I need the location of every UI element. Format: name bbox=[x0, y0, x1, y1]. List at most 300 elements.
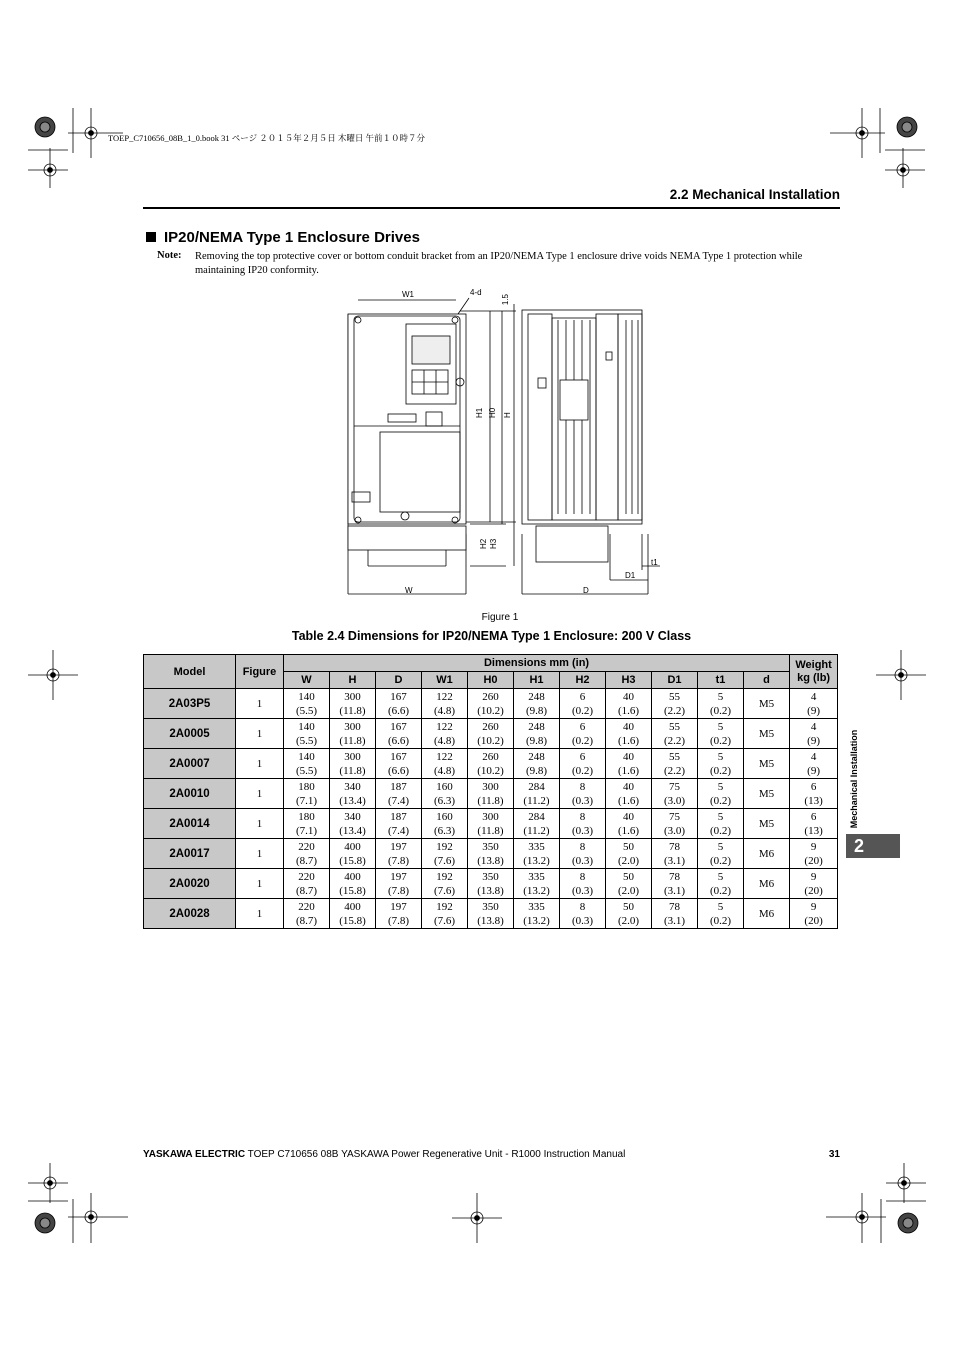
dimension-in: (0.2) bbox=[571, 704, 594, 717]
dimension-in: (0.2) bbox=[709, 824, 732, 837]
label-h0: H0 bbox=[488, 407, 497, 418]
weight-cell bbox=[790, 689, 838, 719]
weight-kg: 9 bbox=[810, 840, 817, 853]
dimension-in: (5.5) bbox=[295, 734, 318, 747]
registration-mark-bottom-center bbox=[452, 1193, 502, 1243]
dimension-mm: 55 bbox=[669, 720, 680, 733]
dimension-mm: 50 bbox=[623, 870, 634, 883]
dimension-cell bbox=[514, 749, 560, 779]
dimension-cell bbox=[606, 719, 652, 749]
bolt-size-cell: M5 bbox=[744, 689, 790, 719]
subsection-heading bbox=[146, 229, 420, 246]
dimension-in: (7.6) bbox=[433, 914, 456, 927]
dimension-in: (15.8) bbox=[339, 854, 366, 867]
dimension-in: (13.8) bbox=[477, 884, 504, 897]
dimension-cell bbox=[652, 689, 698, 719]
dimension-mm: 160 bbox=[436, 780, 453, 793]
dimension-mm: 5 bbox=[717, 750, 724, 763]
dimension-cell bbox=[468, 839, 514, 869]
table-row bbox=[144, 779, 838, 809]
dimension-mm: 6 bbox=[579, 720, 586, 733]
square-bullet-icon bbox=[146, 232, 156, 242]
dimension-in: (0.2) bbox=[709, 764, 732, 777]
dimension-cell bbox=[606, 809, 652, 839]
dimension-cell bbox=[284, 779, 330, 809]
dimension-in: (7.4) bbox=[387, 824, 410, 837]
dimension-mm: 248 bbox=[528, 750, 545, 763]
dimension-cell bbox=[468, 719, 514, 749]
dimension-in: (4.8) bbox=[433, 764, 456, 777]
dimension-mm: 192 bbox=[436, 870, 453, 883]
registration-mark-top-left bbox=[28, 108, 123, 188]
header-col-h1: H1 bbox=[514, 672, 560, 689]
dimension-in: (0.2) bbox=[709, 884, 732, 897]
dimension-cell bbox=[560, 719, 606, 749]
dimension-cell bbox=[468, 749, 514, 779]
dimension-cell bbox=[284, 719, 330, 749]
weight-cell bbox=[790, 719, 838, 749]
dimension-cell bbox=[560, 779, 606, 809]
dimension-in: (2.2) bbox=[663, 734, 686, 747]
header-col-h3: H3 bbox=[606, 672, 652, 689]
dimension-mm: 197 bbox=[390, 840, 407, 853]
weight-cell bbox=[790, 869, 838, 899]
registration-mark-bottom-left bbox=[28, 1163, 128, 1243]
weight-kg: 9 bbox=[810, 900, 817, 913]
dimension-mm: 284 bbox=[528, 780, 545, 793]
label-h3: H3 bbox=[489, 538, 498, 549]
weight-cell bbox=[790, 809, 838, 839]
dimension-in: (6.6) bbox=[387, 734, 410, 747]
dimension-in: (4.8) bbox=[433, 704, 456, 717]
dimension-mm: 8 bbox=[579, 840, 586, 853]
dimension-cell bbox=[468, 899, 514, 929]
dimension-in: (8.7) bbox=[295, 854, 318, 867]
dimension-in: (4.8) bbox=[433, 734, 456, 747]
dimension-cell bbox=[330, 839, 376, 869]
dimension-cell bbox=[698, 779, 744, 809]
dimension-cell bbox=[422, 839, 468, 869]
dimension-mm: 78 bbox=[669, 840, 680, 853]
dimension-cell bbox=[284, 689, 330, 719]
dimension-mm: 300 bbox=[344, 690, 361, 703]
dimension-cell bbox=[422, 719, 468, 749]
weight-kg: 4 bbox=[810, 690, 817, 703]
dimension-in: (3.1) bbox=[663, 914, 686, 927]
dimension-in: (1.6) bbox=[617, 794, 640, 807]
dimension-cell bbox=[468, 779, 514, 809]
dimension-mm: 75 bbox=[669, 780, 680, 793]
figure-cell: 1 bbox=[236, 749, 284, 779]
dimension-mm: 197 bbox=[390, 870, 407, 883]
label-1-5: 1.5 bbox=[501, 294, 510, 306]
dimension-in: (11.8) bbox=[339, 704, 366, 717]
chapter-tab: 2 bbox=[846, 834, 900, 858]
dimension-in: (13.8) bbox=[477, 914, 504, 927]
model-cell: 2A0028 bbox=[144, 899, 236, 929]
dimension-cell bbox=[514, 869, 560, 899]
header-col-d: D bbox=[376, 672, 422, 689]
dimension-in: (11.8) bbox=[477, 794, 504, 807]
dimension-mm: 180 bbox=[298, 810, 315, 823]
dimension-mm: 40 bbox=[623, 780, 634, 793]
registration-mark-bottom-right bbox=[826, 1163, 926, 1243]
weight-kg: 4 bbox=[810, 750, 817, 763]
dimension-mm: 335 bbox=[528, 840, 545, 853]
dimension-in: (7.6) bbox=[433, 884, 456, 897]
dimension-in: (2.0) bbox=[617, 884, 640, 897]
dimension-in: (0.2) bbox=[571, 764, 594, 777]
print-job-note: TOEP_C710656_08B_1_0.book 31 ページ ２０１５年２月５日 木曜日 午前１０時７分 bbox=[108, 133, 426, 143]
dimension-cell bbox=[514, 689, 560, 719]
dimension-mm: 192 bbox=[436, 840, 453, 853]
weight-lb: (13) bbox=[804, 794, 823, 807]
dimension-mm: 167 bbox=[390, 750, 407, 763]
header-weight: Weight kg (lb) bbox=[790, 655, 838, 689]
dimension-in: (1.6) bbox=[617, 734, 640, 747]
dimension-in: (2.2) bbox=[663, 704, 686, 717]
dimension-in: (11.8) bbox=[339, 734, 366, 747]
label-h1: H1 bbox=[475, 407, 484, 418]
dimension-in: (0.3) bbox=[571, 824, 594, 837]
weight-lb: (9) bbox=[807, 704, 820, 717]
dimension-in: (15.8) bbox=[339, 914, 366, 927]
weight-kg: 9 bbox=[810, 870, 817, 883]
weight-lb: (13) bbox=[804, 824, 823, 837]
dimension-cell bbox=[514, 779, 560, 809]
table-row bbox=[144, 719, 838, 749]
dimension-in: (2.2) bbox=[663, 764, 686, 777]
table-row bbox=[144, 809, 838, 839]
dimension-in: (9.8) bbox=[525, 764, 548, 777]
bolt-size-cell: M6 bbox=[744, 899, 790, 929]
dimension-mm: 55 bbox=[669, 690, 680, 703]
dimension-mm: 248 bbox=[528, 720, 545, 733]
dimension-cell bbox=[560, 899, 606, 929]
dimensions-table-body bbox=[144, 689, 838, 929]
dimension-in: (10.2) bbox=[477, 764, 504, 777]
dimension-mm: 6 bbox=[579, 690, 586, 703]
dimension-in: (0.2) bbox=[709, 704, 732, 717]
dimension-mm: 140 bbox=[298, 750, 315, 763]
dimension-cell bbox=[698, 869, 744, 899]
label-h: H bbox=[503, 412, 512, 418]
dimension-cell bbox=[652, 899, 698, 929]
dimension-cell bbox=[560, 869, 606, 899]
dimension-cell bbox=[376, 749, 422, 779]
dimension-in: (8.7) bbox=[295, 914, 318, 927]
dimension-in: (9.8) bbox=[525, 734, 548, 747]
table-row bbox=[144, 869, 838, 899]
dimension-mm: 78 bbox=[669, 870, 680, 883]
dimension-mm: 300 bbox=[344, 720, 361, 733]
weight-lb: (9) bbox=[807, 734, 820, 747]
dimension-mm: 260 bbox=[482, 750, 499, 763]
dimension-in: (10.2) bbox=[477, 704, 504, 717]
dimension-cell bbox=[284, 809, 330, 839]
dimension-mm: 335 bbox=[528, 870, 545, 883]
dimension-mm: 122 bbox=[436, 750, 453, 763]
dimension-cell bbox=[652, 779, 698, 809]
dimension-in: (2.0) bbox=[617, 914, 640, 927]
dimension-cell bbox=[376, 809, 422, 839]
dimension-in: (11.2) bbox=[523, 794, 550, 807]
dimension-in: (7.1) bbox=[295, 794, 318, 807]
weight-lb: (20) bbox=[804, 914, 823, 927]
dimension-in: (1.6) bbox=[617, 764, 640, 777]
subsection-heading-text: IP20/NEMA Type 1 Enclosure Drives bbox=[164, 229, 420, 246]
dimension-in: (7.8) bbox=[387, 914, 410, 927]
dimension-mm: 40 bbox=[623, 690, 634, 703]
weight-cell bbox=[790, 839, 838, 869]
dimension-in: (13.2) bbox=[523, 914, 550, 927]
dimension-in: (7.8) bbox=[387, 884, 410, 897]
dimension-in: (15.8) bbox=[339, 884, 366, 897]
dimension-cell bbox=[606, 689, 652, 719]
label-d: D bbox=[583, 586, 589, 595]
dimension-cell bbox=[652, 809, 698, 839]
dimension-in: (7.4) bbox=[387, 794, 410, 807]
model-cell: 2A0020 bbox=[144, 869, 236, 899]
dimension-in: (0.2) bbox=[709, 794, 732, 807]
table-row bbox=[144, 689, 838, 719]
dimension-in: (0.2) bbox=[709, 914, 732, 927]
dimension-mm: 5 bbox=[717, 720, 724, 733]
dimension-in: (7.1) bbox=[295, 824, 318, 837]
dimension-mm: 260 bbox=[482, 720, 499, 733]
model-cell: 2A0017 bbox=[144, 839, 236, 869]
dimension-cell bbox=[376, 839, 422, 869]
dimension-mm: 300 bbox=[482, 810, 499, 823]
weight-lb: (20) bbox=[804, 854, 823, 867]
dimension-mm: 180 bbox=[298, 780, 315, 793]
dimension-mm: 55 bbox=[669, 750, 680, 763]
figure-cell: 1 bbox=[236, 869, 284, 899]
dimension-cell bbox=[422, 899, 468, 929]
dimension-cell bbox=[422, 689, 468, 719]
bolt-size-cell: M5 bbox=[744, 749, 790, 779]
registration-mark-left-middle bbox=[28, 650, 78, 700]
dimension-mm: 400 bbox=[344, 900, 361, 913]
dimension-mm: 400 bbox=[344, 870, 361, 883]
footer-title bbox=[143, 1149, 625, 1160]
figure-cell: 1 bbox=[236, 839, 284, 869]
dimension-cell bbox=[422, 809, 468, 839]
dimension-mm: 160 bbox=[436, 810, 453, 823]
enclosure-dimension-drawing bbox=[330, 284, 670, 604]
dimension-mm: 167 bbox=[390, 720, 407, 733]
header-rule bbox=[143, 207, 840, 209]
note-text: Removing the top protective cover or bottom conduit bracket from an IP20/NEMA Type 1 enclosure drive voids NEMA Type 1 protection while maintaining IP20 conformity. bbox=[195, 251, 803, 276]
dimension-mm: 8 bbox=[579, 810, 586, 823]
dimension-in: (9.8) bbox=[525, 704, 548, 717]
table-row bbox=[144, 899, 838, 929]
bolt-size-cell: M6 bbox=[744, 839, 790, 869]
dimension-in: (3.1) bbox=[663, 854, 686, 867]
weight-lb: (20) bbox=[804, 884, 823, 897]
dimension-mm: 340 bbox=[344, 810, 361, 823]
header-col-w: W bbox=[284, 672, 330, 689]
model-cell: 2A0014 bbox=[144, 809, 236, 839]
note-label: Note: bbox=[157, 250, 182, 261]
dimension-cell bbox=[468, 869, 514, 899]
dimension-in: (0.3) bbox=[571, 884, 594, 897]
dimension-in: (3.1) bbox=[663, 884, 686, 897]
dimension-cell bbox=[422, 749, 468, 779]
dimension-mm: 40 bbox=[623, 810, 634, 823]
table-title: Table 2.4 Dimensions for IP20/NEMA Type 1 Enclosure: 200 V Class bbox=[291, 629, 692, 643]
dimension-mm: 5 bbox=[717, 900, 724, 913]
dimension-in: (0.3) bbox=[571, 914, 594, 927]
dimension-in: (13.8) bbox=[477, 854, 504, 867]
dimension-mm: 350 bbox=[482, 840, 499, 853]
dimension-mm: 197 bbox=[390, 900, 407, 913]
dimension-cell bbox=[468, 689, 514, 719]
dimension-mm: 335 bbox=[528, 900, 545, 913]
dimension-cell bbox=[376, 719, 422, 749]
model-cell: 2A03P5 bbox=[144, 689, 236, 719]
dimension-mm: 284 bbox=[528, 810, 545, 823]
dimension-cell bbox=[652, 839, 698, 869]
dimension-cell bbox=[284, 869, 330, 899]
dimension-mm: 400 bbox=[344, 840, 361, 853]
dimension-cell bbox=[284, 839, 330, 869]
header-dimensions: Dimensions mm (in) bbox=[284, 655, 790, 672]
bolt-size-cell: M6 bbox=[744, 869, 790, 899]
label-4d: 4-d bbox=[470, 288, 482, 297]
table-row bbox=[144, 839, 838, 869]
dimension-cell bbox=[514, 719, 560, 749]
dimension-mm: 122 bbox=[436, 720, 453, 733]
model-cell: 2A0007 bbox=[144, 749, 236, 779]
dimension-in: (3.0) bbox=[663, 794, 686, 807]
header-col-t1: t1 bbox=[698, 672, 744, 689]
weight-cell bbox=[790, 749, 838, 779]
dimension-in: (0.3) bbox=[571, 854, 594, 867]
weight-lb: (9) bbox=[807, 764, 820, 777]
dimension-mm: 220 bbox=[298, 870, 315, 883]
dimension-cell bbox=[514, 899, 560, 929]
dimension-mm: 8 bbox=[579, 900, 586, 913]
section-header: 2.2 Mechanical Installation bbox=[669, 187, 840, 202]
dimension-cell bbox=[560, 839, 606, 869]
dimension-in: (11.8) bbox=[339, 764, 366, 777]
header-col-h0: H0 bbox=[468, 672, 514, 689]
registration-mark-right-middle bbox=[876, 650, 926, 700]
dimension-cell bbox=[606, 839, 652, 869]
label-h2: H2 bbox=[479, 538, 488, 549]
dimension-mm: 40 bbox=[623, 750, 634, 763]
dimension-in: (0.3) bbox=[571, 794, 594, 807]
dimension-in: (0.2) bbox=[571, 734, 594, 747]
dimensions-table bbox=[143, 654, 838, 929]
weight-kg: 6 bbox=[810, 810, 817, 823]
dimension-in: (1.6) bbox=[617, 824, 640, 837]
dimension-in: (8.7) bbox=[295, 884, 318, 897]
dimension-cell bbox=[698, 689, 744, 719]
dimension-mm: 5 bbox=[717, 840, 724, 853]
dimension-cell bbox=[330, 779, 376, 809]
dimension-cell bbox=[606, 779, 652, 809]
dimension-in: (6.3) bbox=[433, 794, 456, 807]
dimension-cell bbox=[606, 749, 652, 779]
dimension-in: (10.2) bbox=[477, 734, 504, 747]
registration-mark-top-right bbox=[830, 108, 925, 188]
dimension-mm: 8 bbox=[579, 870, 586, 883]
dimension-in: (1.6) bbox=[617, 704, 640, 717]
header-model: Model bbox=[144, 655, 236, 689]
table-row bbox=[144, 749, 838, 779]
dimension-cell bbox=[698, 839, 744, 869]
dimension-mm: 220 bbox=[298, 900, 315, 913]
page-number: 31 bbox=[828, 1149, 840, 1160]
figure-cell: 1 bbox=[236, 689, 284, 719]
dimension-mm: 192 bbox=[436, 900, 453, 913]
label-w1: W1 bbox=[402, 290, 414, 299]
dimension-mm: 248 bbox=[528, 690, 545, 703]
dimension-cell bbox=[330, 689, 376, 719]
dimension-in: (7.6) bbox=[433, 854, 456, 867]
dimension-cell bbox=[560, 689, 606, 719]
header-figure: Figure bbox=[236, 655, 284, 689]
dimension-cell bbox=[330, 899, 376, 929]
weight-kg: 4 bbox=[810, 720, 817, 733]
bolt-size-cell: M5 bbox=[744, 719, 790, 749]
dimension-cell bbox=[284, 899, 330, 929]
dimension-cell bbox=[606, 899, 652, 929]
footer-brand: YASKAWA ELECTRIC bbox=[143, 1149, 246, 1160]
dimension-cell bbox=[514, 809, 560, 839]
side-chapter-label-text: Mechanical Installation bbox=[849, 729, 859, 829]
label-w: W bbox=[405, 586, 413, 595]
header-col-w1: W1 bbox=[422, 672, 468, 689]
dimension-mm: 5 bbox=[717, 870, 724, 883]
dimension-in: (13.2) bbox=[523, 854, 550, 867]
dimension-cell bbox=[652, 869, 698, 899]
dimension-cell bbox=[652, 749, 698, 779]
dimension-cell bbox=[468, 809, 514, 839]
dimension-cell bbox=[284, 749, 330, 779]
dimension-mm: 260 bbox=[482, 690, 499, 703]
model-cell: 2A0010 bbox=[144, 779, 236, 809]
dimension-cell bbox=[698, 899, 744, 929]
weight-kg: 6 bbox=[810, 780, 817, 793]
label-d1: D1 bbox=[625, 571, 636, 580]
dimension-mm: 187 bbox=[390, 810, 407, 823]
dimension-cell bbox=[376, 779, 422, 809]
footer-text: TOEP C710656 08B YASKAWA Power Regenerative Unit - R1000 Instruction Manual bbox=[247, 1149, 626, 1160]
dimension-mm: 187 bbox=[390, 780, 407, 793]
dimension-mm: 122 bbox=[436, 690, 453, 703]
dimension-in: (0.2) bbox=[709, 734, 732, 747]
dimension-mm: 140 bbox=[298, 690, 315, 703]
dimension-cell bbox=[330, 719, 376, 749]
dimension-in: (13.4) bbox=[339, 824, 366, 837]
dimension-mm: 5 bbox=[717, 780, 724, 793]
figure-cell: 1 bbox=[236, 779, 284, 809]
dimension-cell bbox=[330, 749, 376, 779]
dimension-cell bbox=[514, 839, 560, 869]
figure-cell: 1 bbox=[236, 719, 284, 749]
dimension-cell bbox=[560, 749, 606, 779]
header-col-d1: D1 bbox=[652, 672, 698, 689]
dimension-cell bbox=[652, 719, 698, 749]
dimension-in: (13.4) bbox=[339, 794, 366, 807]
dimension-in: (5.5) bbox=[295, 764, 318, 777]
dimension-in: (6.6) bbox=[387, 704, 410, 717]
figure-caption: Figure 1 bbox=[481, 612, 519, 623]
dimension-in: (6.3) bbox=[433, 824, 456, 837]
